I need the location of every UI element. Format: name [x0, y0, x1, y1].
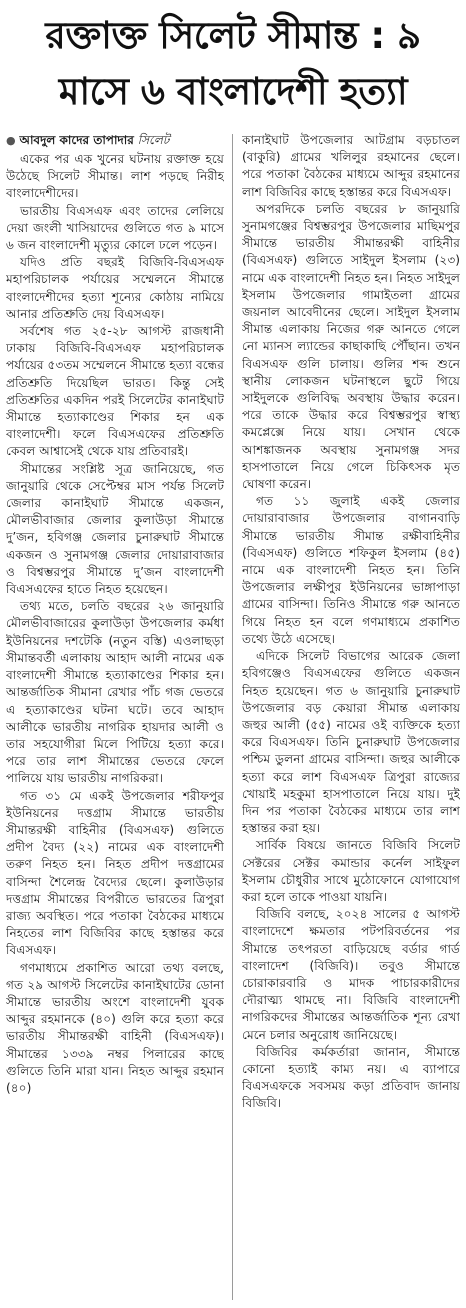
paragraph: বিজিবির কর্মকর্তারা জানান, সীমান্তে কোনো হত্যাই কাম্য নয়। এ ব্যাপারে বিএসএফকে সবসময় কড়া প্রতিবাদ জানায় বিজিবি। — [242, 1044, 460, 1111]
paragraph: একের পর এক খুনের ঘটনায় রক্তাক্ত হয়ে উঠেছে সিলেট সীমান্ত। লাশ পড়ছে নিরীহ বাংলাদেশীদের। — [6, 152, 224, 201]
paragraph: গত ১১ জুলাই একই জেলার দোয়ারাবাজার উপজেলার বাগানবাড়ি সীমান্তে ভারতীয় সীমান্ত রক্ষীবাহিনীর (বিএসএফ) গুলিতে শফিকুল ইসলাম (৪৫) নামে এক বাংলাদেশী নিহত হন। তিনি উপজেলার লক্ষীপুর ইউনিয়নের ভাঙ্গাপাড়া গ্রামের বাসিন্দা। তিনিও সীমান্তে গরু আনতে গিয়ে নিহত হন বলে গণমাধ্যমে প্রকাশিত তথ্যে উঠে এসেছে। — [242, 494, 460, 646]
paragraph: অপরদিকে চলতি বছরের ৮ জানুয়ারি সুনামগঞ্জের বিশ্বম্ভরপুর উপজেলার মাছিমপুর সীমান্তে ভারতীয় সীমান্তরক্ষী বাহিনীর (বিএসএফ) গুলিতে সাইদুল ইসলাম (২৩) নামে এক বাংলাদেশী নিহত হন। নিহত সাইদুল ইসলাম উপজেলার গামাইতলা গ্রামের জয়নাল আবেদীনের ছেলে। সাইদুল ইসলাম সীমান্ত এলাকায় নিজের গরু আনতে গেলে নো ম্যানস ল্যান্ডের কাছাকাছি পৌঁছান। তখন বিএসএফ গুলি চালায়। গুলির শব্দ শুনে স্থানীয় লোকজন ঘটনাস্থলে ছুটে গিয়ে সাইদুলকে গুলিবিদ্ধ অবস্থায় উদ্ধার করেন। পরে তাকে উদ্ধার করে বিশ্বম্ভরপুর স্বাস্থ্য কমপ্লেক্সে নিয়ে যায়। সেখান থেকে আশঙ্কাজনক অবস্থায় সুনামগঞ্জ সদর হাসপাতালে নিয়ে গেলে চিকিৎসক মৃত ঘোষণা করেন। — [242, 201, 460, 492]
byline-author: আবদুল কাদের তাপাদার — [19, 133, 134, 147]
left-column — [6, 132, 224, 1304]
byline-bullet-icon: ● — [6, 134, 16, 147]
paragraph: তথ্য মতে, চলতি বছরের ২৬ জানুয়ারি মৌলভীবাজারের কুলাউড়া উপজেলার কর্মধা ইউনিয়নের দশটেকি (নতুন বস্তি) এওলাছড়া সীমান্তবর্তী এলাকায় আহাদ আলী নামের এক বাংলাদেশী সীমান্তে হত্যাকাণ্ডের শিকার হন। আন্তর্জাতিক সীমানা রেখার পাঁচ গজ ভেতরে এ হত্যাকাণ্ডের ঘটনা ঘটে। তবে আহাদ আলীকে ভারতীয় নাগরিক হায়দার আলী ও তার সহযোগীরা মিলে পিটিয়ে হত্যা করে। পরে তার লাশ সীমান্তের ভেতরে ফেলে পালিয়ে যায় ভারতীয় নাগরিকরা। — [6, 599, 224, 786]
right-column — [242, 132, 460, 1304]
paragraph: গত ৩১ মে একই উপজেলার শরীফপুর ইউনিয়নের দত্তগ্রাম সীমান্তে ভারতীয় সীমান্তরক্ষী বাহিনীর (বিএসএফ) গুলিতে প্রদীপ বৈদ্য (২২) নামের এক বাংলাদেশী তরুণ নিহত হন। নিহত প্রদীপ দত্তগ্রামের বাসিন্দা শৈলেন্দ্র বৈদ্যের ছেলে। কুলাউড়ার দত্তগ্রাম সীমান্তের বিপরীতে ভারতের ত্রিপুরা রাজ্য অবস্থিত। পরে পতাকা বৈঠকের মাধ্যমে নিহতের লাশ বিজিবির কাছে হস্তান্তর করে বিএসএফ। — [6, 788, 224, 958]
headline — [0, 0, 466, 126]
paragraph: সীমান্তের সংশ্লিষ্ট সূত্র জানিয়েছে, গত জানুয়ারি থেকে সেপ্টেম্বর মাস পর্যন্ত সিলেট জেলার কানাইঘাট সীমান্তে একজন, মৌলভীবাজার জেলার কুলাউড়া সীমান্তে দু’জন, হবিগঞ্জ জেলার চুনারুঘাট সীমান্তে একজন ও সুনামগঞ্জ জেলার দোয়ারাবাজার ও বিশ্বম্ভরপুর সীমান্তে দু’জন বাংলাদেশী বিএসএফের হাতে নিহত হয়েছেন। — [6, 461, 224, 597]
paragraph: গণমাধ্যমে প্রকাশিত আরো তথ্য বলছে, গত ২৯ আগস্ট সিলেটের কানাইঘাটের ডোনা সীমান্তে ভারতীয় অংশে বাংলাদেশী যুবক আব্দুর রহমানকে (৪০) গুলি করে হত্যা করে ভারতীয় সীমান্তরক্ষী বাহিনী (বিএসএফ)। সীমান্তের ১৩৩৯ নম্বর পিলারের কাছে গুলিতে তিনি মারা যান। নিহত আব্দুর রহমান (৪০) — [6, 960, 224, 1095]
byline — [6, 132, 224, 149]
paragraph: বিজিবি বলছে, ২০২৪ সালের ৫ আগস্ট বাংলাদেশে ক্ষমতার পটপরিবর্তনের পর সীমান্তে তৎপরতা বাড়িয়েছে বর্ডার গার্ড বাংলাদেশ (বিজিবি)। তবুও সীমান্তে চোরাকারবারি ও মাদক পাচারকারীদের দৌরাত্ম্য থামছে না। বিজিবি বাংলাদেশী নাগরিকদের সীমান্তের আন্তর্জাতিক শূন্য রেখা মেনে চলার অনুরোধ জানিয়েছে। — [242, 907, 460, 1042]
paragraph: এদিকে সিলেট বিভাগের আরেক জেলা হবিগঞ্জেও বিএসএফের গুলিতে একজন নিহত হয়েছেন। গত ৬ জানুয়ারি চুনারুঘাট উপজেলার বড় কেয়ারা সীমান্ত এলাকায় জহুর আলী (৫৫) নামের ওই ব্যক্তিকে হত্যা করে বিএসএফ। তিনি চুনারুঘাট উপজেলার পশ্চিম ডুলনা গ্রামের বাসিন্দা। জহুর আলীকে হত্যা করে লাশ বিএসএফ ত্রিপুরা রাজ্যের খোয়াই মহকুমা হাসপাতালে নিয়ে যায়। দুই দিন পর পতাকা বৈঠকের মাধ্যমে তার লাশ হস্তান্তর করা হয়। — [242, 649, 460, 836]
byline-place: সিলেট — [137, 133, 170, 147]
headline-line-2: মাসে ৬ বাংলাদেশী হত্যা — [58, 70, 408, 113]
paragraph: যদিও প্রতি বছরই বিজিবি-বিএসএফ মহাপরিচালক পর্যায়ের সম্মেলনে সীমান্তে বাংলাদেশীদের হত্যা শূন্যের কোঠায় নামিয়ে আনার প্রতিশ্রুতি দেয় বিএসএফ। — [6, 255, 224, 321]
paragraph: সার্বিক বিষয়ে জানতে বিজিবি সিলেট সেক্টরের সেক্টর কমান্ডার কর্নেল সাইফুল ইসলাম চৌধুরীর সাথে মুঠোফোনে যোগাযোগ করা হলে তাকে পাওয়া যায়নি। — [242, 838, 460, 904]
paragraph: সর্বশেষ গত ২৫-২৮ আগস্ট রাজধানী ঢাকায় বিজিবি-বিএসএফ মহাপরিচালক পর্যায়ের ৫৩তম সম্মেলনে সীমান্তে হত্যা বন্ধের প্রতিশ্রুতি দিয়েছিল ভারত। কিন্তু সেই প্রতিশ্রুতির একদিন পরই সিলেটের কানাইঘাট সীমান্তে হত্যাকাণ্ডের শিকার হন এক বাংলাদেশী। ফলে বিএসএফের প্রতিশ্রুতি কেবল আশ্বাসেই থেকে যায় প্রতিবারই। — [6, 324, 224, 459]
paragraph: কানাইঘাট উপজেলার আটগ্রাম বড়চাতল (বাকুরি) গ্রামের খলিলুর রহমানের ছেলে। পরে পতাকা বৈঠকের মাধ্যমে আব্দুর রহমানের লাশ বিজিবির কাছে হস্তান্তর করে বিএসএফ। — [242, 133, 460, 199]
column-divider — [232, 134, 233, 1300]
headline-line-1: রক্তাক্ত সিলেট সীমান্ত : ৯ — [45, 14, 421, 57]
article-body — [6, 132, 460, 1304]
paragraph: ভারতীয় বিএসএফ এবং তাদের লেলিয়ে দেয়া জংলী খাসিয়াদের গুলিতে গত ৯ মাসে ৬ জন বাংলাদেশী মৃত্যুর কোলে ঢলে পড়েন। — [6, 203, 224, 253]
